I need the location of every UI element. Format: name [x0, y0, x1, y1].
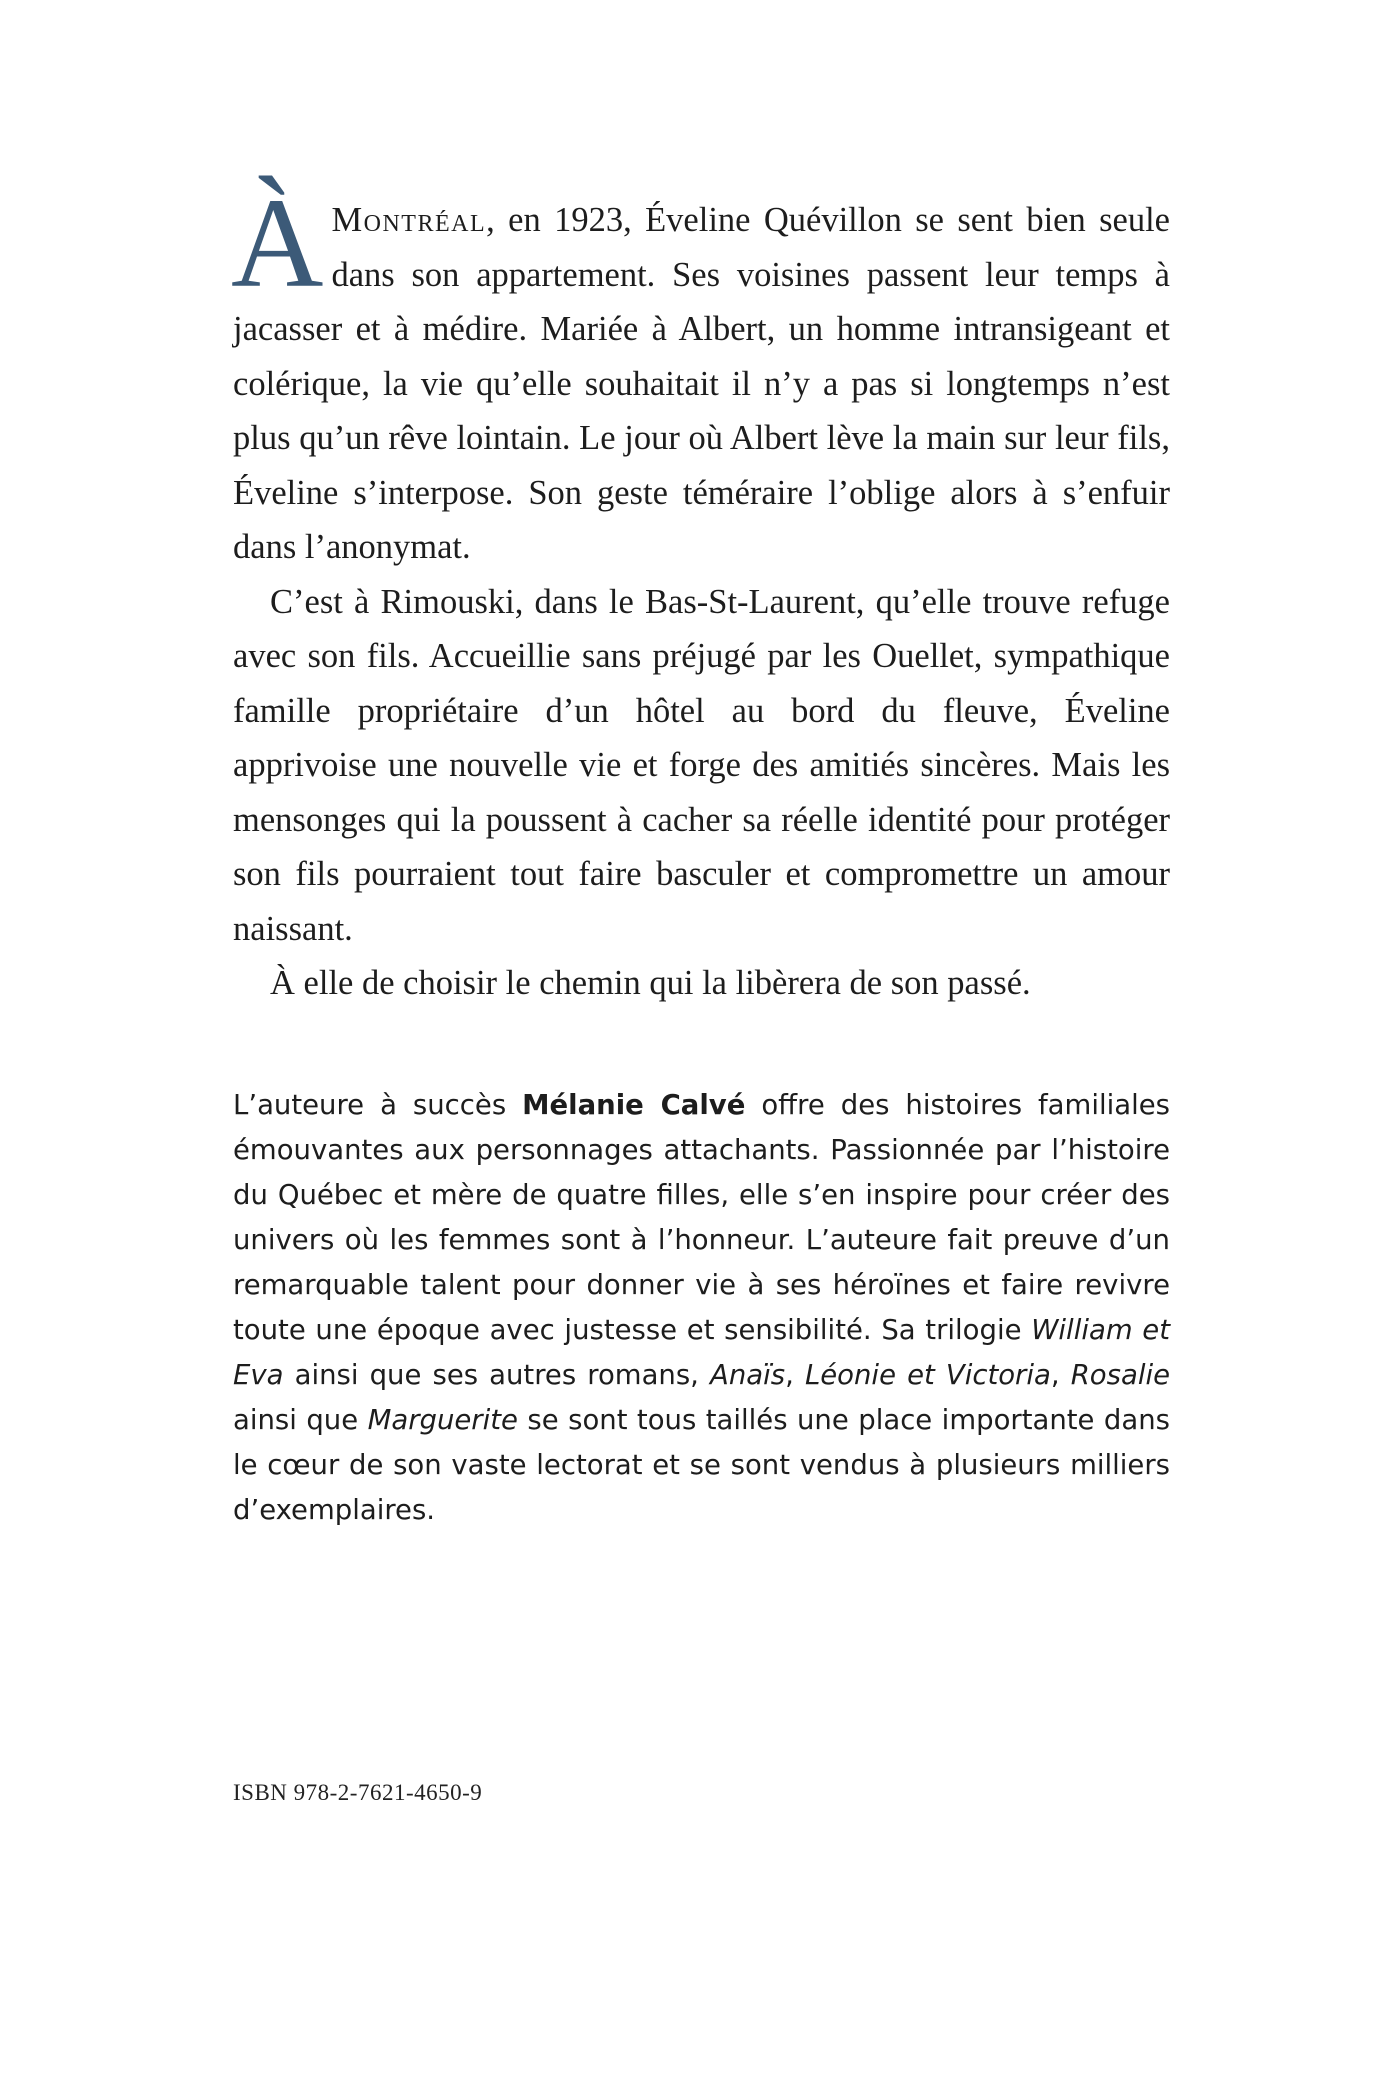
synopsis-paragraph-2: C’est à Rimouski, dans le Bas-St-Laurent, qu’elle trouve refuge avec son fils. Accueillie sans préjugé par les Ouellet, sympathique famille propriétaire d’un hôtel au bord du fleuve, Éveline apprivoise une nouvelle vie et forge des amitiés sincères. Mais les mensonges qui la poussent à cacher sa réelle identité pour protéger son fils pourraient tout faire basculer et compromettre un amour naissant. — [233, 582, 1170, 948]
drop-cap-letter: À — [231, 172, 324, 314]
author-bio — [233, 1083, 1170, 1533]
bio-text-4: se sont tous taillés une place importante dans le cœur de son vaste lectorat et se sont vendus à plusieurs milliers d’exemplaires. — [233, 1404, 1170, 1526]
synopsis-block — [231, 172, 1170, 1011]
synopsis-paragraph-3: À elle de choisir le chemin qui la libèrera de son passé. — [270, 964, 1031, 1002]
synopsis-paragraph-1 — [231, 172, 1170, 575]
book-title-leonie: Léonie et Victoria — [804, 1359, 1051, 1391]
book-title-trilogy: William et Eva — [233, 1314, 1170, 1391]
isbn-number: ISBN 978-2-7621-4650-9 — [233, 1780, 483, 1805]
book-title-rosalie: Rosalie — [1070, 1359, 1171, 1391]
lead-in-smallcaps: Montréal — [331, 201, 487, 239]
book-title-anais: Anaïs — [710, 1359, 786, 1391]
bio-text-3: ainsi que — [233, 1404, 368, 1436]
bio-separator-1: , — [785, 1359, 805, 1391]
bio-text-1: offre des histoires familiales émouvantes aux personnages attachants. Passionnée par l’histoire du Québec et mère de quatre filles, elle s’en inspire pour créer des univers où les femmes sont à l’honneur. L’auteure fait preuve d’un remarquable talent pour donner vie à ses héroïnes et faire revivre toute une époque avec justesse et sensibilité. Sa trilogie — [233, 1089, 1170, 1346]
bio-intro: L’auteure à succès — [233, 1089, 523, 1121]
author-name: Mélanie Calvé — [522, 1089, 746, 1121]
bio-text-2: ainsi que ses autres romans, — [283, 1359, 711, 1391]
synopsis-paragraph-1-text: , en 1923, Éveline Quévillon se sent bien seule dans son appartement. Ses voisines passent leur temps à jacasser et à médire. Mariée à Albert, un homme intransigeant et colérique, la vie qu’elle souhaitait il n’y a pas si longtemps n’est plus qu’un rêve lointain. Le jour où Albert lève la main sur leur fils, Éveline s’interpose. Son geste téméraire l’oblige alors à s’enfuir dans l’anonymat. — [233, 201, 1170, 566]
bio-separator-2: , — [1050, 1359, 1071, 1391]
book-title-marguerite: Marguerite — [367, 1404, 518, 1436]
